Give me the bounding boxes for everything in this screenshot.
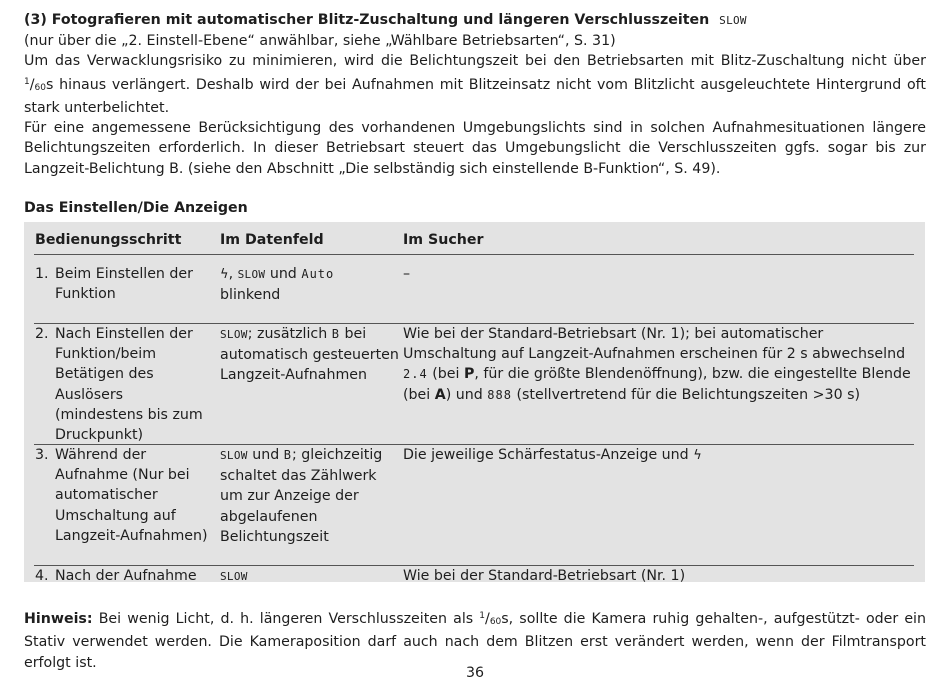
header-step: Bedienungsschritt — [35, 232, 182, 248]
viewfinder-text-b: (bei — [432, 366, 460, 383]
mode-a: A — [434, 386, 446, 403]
table-row-3-viewfinder — [403, 445, 913, 466]
flash-icon: ϟ — [693, 448, 702, 463]
segment-display: 888 — [487, 387, 512, 402]
paragraph-1-text-b: s hinaus verlängert. Deshalb wird der bei Aufnahmen mit Blitzeinsatz nicht vom Blitzlicht ausgeleuchtete Hintergrund oft stark unterbelichtet. — [24, 76, 926, 116]
header-datafield: Im Datenfeld — [220, 232, 324, 248]
page-number: 36 — [465, 665, 485, 681]
viewfinder-text-a: Wie bei der Standard-Betriebsart (Nr. 1); bei automatischer Umschaltung auf Langzeit-Aufnahmen erscheinen für 2 s abwechselnd — [403, 326, 906, 363]
table-row-4-viewfinder: Wie bei der Standard-Betriebsart (Nr. 1) — [403, 568, 686, 584]
mode-p: P — [463, 366, 475, 383]
table-row-3-datafield — [220, 445, 400, 547]
slow-badge: SLOW — [719, 14, 747, 27]
fraction-numerator: 1 — [479, 611, 486, 621]
row-step-text: Beim Einstellen der Funktion — [55, 266, 193, 303]
viewfinder-text-e: (stellvertretend für die Belichtungszeiten >30 s) — [516, 386, 861, 403]
datafield-text-a: und — [252, 447, 280, 463]
blinking-text: blinkend — [220, 287, 281, 304]
page-content — [24, 10, 926, 671]
slow-indicator: SLOW — [220, 449, 248, 462]
row-number: 1. — [35, 266, 49, 282]
section-heading — [24, 10, 926, 31]
hint-paragraph: Hinweis: Bei wenig Licht, d. h. längeren Verschlusszeiten als $^1/_{60}s$, sollte die Kamera ruhig gehalten-, aufgestützt- oder ein Stativ verwendet werden. Die Kameraposition darf auch nach dem Blitzen erst verändert werden, wenn der Filmtransport erfolgt ist. — [24, 611, 926, 671]
slow-indicator: SLOW — [237, 268, 266, 281]
table-row-2-datafield — [220, 324, 400, 386]
separator: , — [228, 266, 234, 282]
row-number: 4. — [35, 568, 49, 584]
auto-indicator: Auto — [301, 267, 335, 281]
datafield-text-a: ; zusätzlich — [247, 326, 328, 342]
table-row-4-step — [35, 566, 215, 586]
table-title: Das Einstellen/Die Anzeigen — [24, 200, 248, 216]
conjunction: und — [269, 266, 297, 282]
viewfinder-text-d: ) und — [445, 386, 483, 403]
bulb-indicator: B — [331, 327, 340, 341]
row-step-text: Während der Aufnahme (Nur bei automatischer Umschaltung auf Langzeit-Aufnahmen) — [55, 447, 208, 544]
fraction-numerator: 1 — [24, 76, 30, 87]
row-step-text: Nach Einstellen der Funktion/beim Betätigen des Auslösers (mindestens bis zum Druckpunkt) — [55, 326, 203, 444]
aperture-display: 2.4 — [403, 367, 428, 382]
table-row-3-step — [35, 445, 215, 546]
hint-label: Hinweis: — [24, 611, 93, 627]
datafield-text-c: bei automatisch gesteuerten Langzeit-Aufnahmen — [220, 326, 399, 384]
datafield-text-c: ; gleichzeitig schaltet das Zählwerk um zur Anzeige der abgelaufenen Belichtungszeit — [220, 447, 383, 545]
section-title: (3) Fotografieren mit automatischer Blitz-Zuschaltung und längeren Verschlusszeiten — [24, 12, 710, 28]
fraction-denominator: 60 — [489, 617, 502, 627]
hint-text-a: Bei wenig Licht, d. h. längeren Verschlusszeiten als — [98, 611, 474, 627]
settings-table — [24, 222, 925, 582]
paragraph-1-text-a: Um das Verwacklungsrisiko zu minimieren, wird die Belichtungszeit bei den Betriebsarten mit Blitz-Zuschaltung nicht über — [24, 53, 926, 70]
header-viewfinder: Im Sucher — [403, 232, 484, 248]
row-step-text: Nach der Aufnahme — [55, 568, 197, 584]
slow-indicator: SLOW — [220, 570, 248, 583]
table-row-1-datafield — [220, 264, 400, 305]
paragraph-2: Für eine angemessene Berücksichtigung des vorhandenen Umgebungslichts sind in solchen Aufnahmesituationen längere Belichtungszeiten erforderlich. In dieser Betriebsart steuert das Umgebungslicht die Verschlusszeiten ggfs. sogar bis zur Langzeit-Belichtung B. (siehe den Abschnitt „Die selbständig sich einstellende B-Funktion“, S. 49). — [24, 120, 926, 177]
section-note: (nur über die „2. Einstell-Ebene“ anwählbar, siehe „Wählbare Betriebsarten“, S. 31) — [24, 33, 616, 49]
bulb-indicator: B — [283, 448, 292, 462]
table-row-1-step — [35, 264, 215, 304]
table-row-2-viewfinder — [403, 324, 913, 405]
table-row-2-step — [35, 324, 215, 445]
row-number: 3. — [35, 447, 49, 463]
divider — [34, 254, 914, 255]
viewfinder-text: Die jeweilige Schärfestatus-Anzeige und — [403, 447, 689, 463]
slow-indicator: SLOW — [220, 328, 248, 341]
fraction-denominator: 60 — [34, 82, 46, 93]
viewfinder-text-c: , für die größte Blendenöffnung), bzw. die eingestellte Blende (bei — [403, 366, 911, 403]
hint-text-b: s, sollte die Kamera ruhig gehalten-, aufgestützt- oder ein Stativ verwendet werden. Die Kameraposition darf auch nach dem Blitzen erst verändert werden, wenn der Filmtransport erfolgt ist. — [24, 611, 926, 671]
paragraph-1: Um das Verwacklungsrisiko zu minimieren, wird die Belichtungszeit bei den Betriebsarten mit Blitz-Zuschaltung nicht über $^1/_{60}s$ hinaus verlängert. Deshalb wird der bei Aufnahmen mit Blitzeinsatz nicht vom Blitzlicht ausgeleuchtete Hintergrund oft stark unterbelichtet. — [24, 53, 926, 116]
table-row-1-viewfinder: – — [403, 266, 411, 282]
flash-icon: ϟ — [220, 267, 229, 282]
row-number: 2. — [35, 326, 49, 342]
table-row-4-datafield — [220, 566, 400, 587]
